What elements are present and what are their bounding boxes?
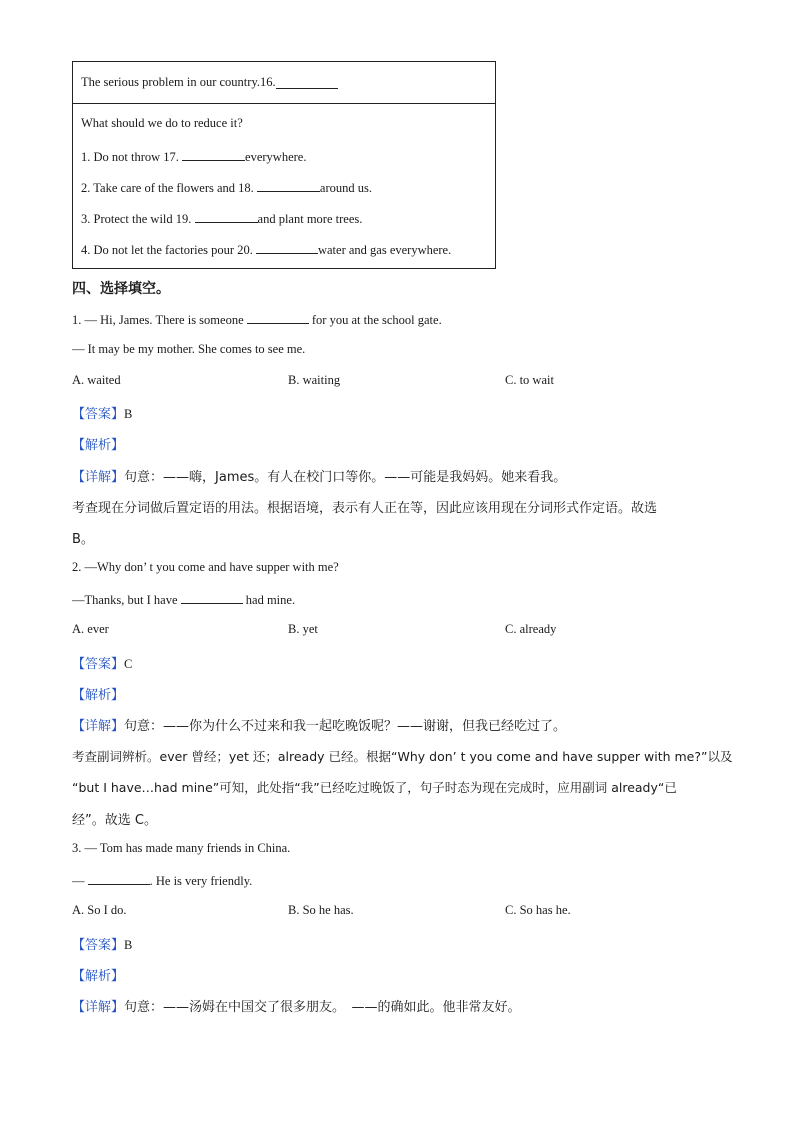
detail-tag: 【详解】 [72, 719, 125, 734]
q2-explain-line3: 经”。故选 C。 [72, 813, 157, 828]
q2-explain-line1: 考查副词辨析。ever 曾经；yet 还；already 已经。根据“Why don’ t you come and have supper with me?”以及 [72, 749, 733, 764]
q3-answer [72, 934, 132, 953]
table-item-17: 1. Do not throw 17. everywhere. [81, 150, 307, 164]
table-header-row [73, 62, 495, 104]
q3-option-a: A. So I do. [72, 903, 127, 917]
q2-analysis-tag: 【解析】 [72, 688, 125, 703]
answer-tag: 【答案】 [72, 938, 125, 953]
q3-line2: — . He is very friendly. [72, 874, 253, 888]
q2-answer [72, 653, 132, 672]
q1-explain-line1: 考查现在分词做后置定语的用法。根据语境，表示有人正在等，因此应该用现在分词形式作定语。故选 [72, 501, 658, 516]
q2-option-b: B. yet [288, 622, 318, 636]
q3-analysis-tag: 【解析】 [72, 969, 125, 984]
answer-value: B [124, 407, 133, 421]
answer-value: B [124, 938, 133, 952]
q1-detail: 【详解】句意：——嗨，James。有人在校门口等你。——可能是我妈妈。她来看我。 [72, 470, 567, 485]
table-item-18: 2. Take care of the flowers and 18. around us. [81, 181, 372, 195]
answer-blank-19 [195, 210, 258, 223]
q2-option-c: C. already [505, 622, 557, 636]
detail-tag: 【详解】 [72, 470, 125, 485]
q1-option-c: C. to wait [505, 373, 554, 387]
table-header-text: The serious problem in our country.16. [81, 75, 276, 89]
q2-line2: —Thanks, but I have had mine. [72, 593, 296, 607]
answer-blank-20 [256, 241, 318, 254]
answer-blank-16 [276, 76, 338, 89]
answer-blank-18 [257, 179, 320, 192]
table-item-20: 4. Do not let the factories pour 20. water and gas everywhere. [81, 243, 452, 257]
q3-option-b: B. So he has. [288, 903, 354, 917]
q1-answer [72, 403, 132, 422]
answer-value: C [124, 657, 133, 671]
section-title: 四、选择填空。 [72, 281, 170, 297]
q3-detail: 【详解】句意：——汤姆在中国交了很多朋友。 ——的确如此。他非常友好。 [72, 1000, 521, 1015]
q1-explain-line2: B。 [72, 532, 94, 547]
table-item-19: 3. Protect the wild 19. and plant more trees. [81, 212, 363, 226]
q1-option-a: A. waited [72, 373, 121, 387]
detail-tag: 【详解】 [72, 1000, 125, 1015]
q1-line2: — It may be my mother. She comes to see me. [72, 342, 306, 356]
q1-analysis-tag: 【解析】 [72, 438, 125, 453]
q1-blank [247, 311, 309, 324]
q2-line1: 2. —Why don’ t you come and have supper with me? [72, 560, 339, 574]
q1-line1: 1. — Hi, James. There is someone for you at the school gate. [72, 313, 442, 327]
answer-blank-17 [182, 148, 245, 161]
q2-option-a: A. ever [72, 622, 109, 636]
q3-line1: 3. — Tom has made many friends in China. [72, 841, 291, 855]
table-question: What should we do to reduce it? [81, 116, 243, 130]
q3-blank [88, 872, 150, 885]
q1-option-b: B. waiting [288, 373, 341, 387]
q3-option-c: C. So has he. [505, 903, 571, 917]
answer-tag: 【答案】 [72, 657, 125, 672]
q2-blank [181, 591, 243, 604]
q2-detail: 【详解】句意：——你为什么不过来和我一起吃晚饭呢？——谢谢，但我已经吃过了。 [72, 719, 567, 734]
fill-in-table [72, 61, 496, 269]
q2-explain-line2: “but I have…had mine”可知，此处指“我”已经吃过晚饭了，句子时态为现在完成时，应用副词 already“已 [72, 780, 677, 795]
answer-tag: 【答案】 [72, 407, 125, 422]
